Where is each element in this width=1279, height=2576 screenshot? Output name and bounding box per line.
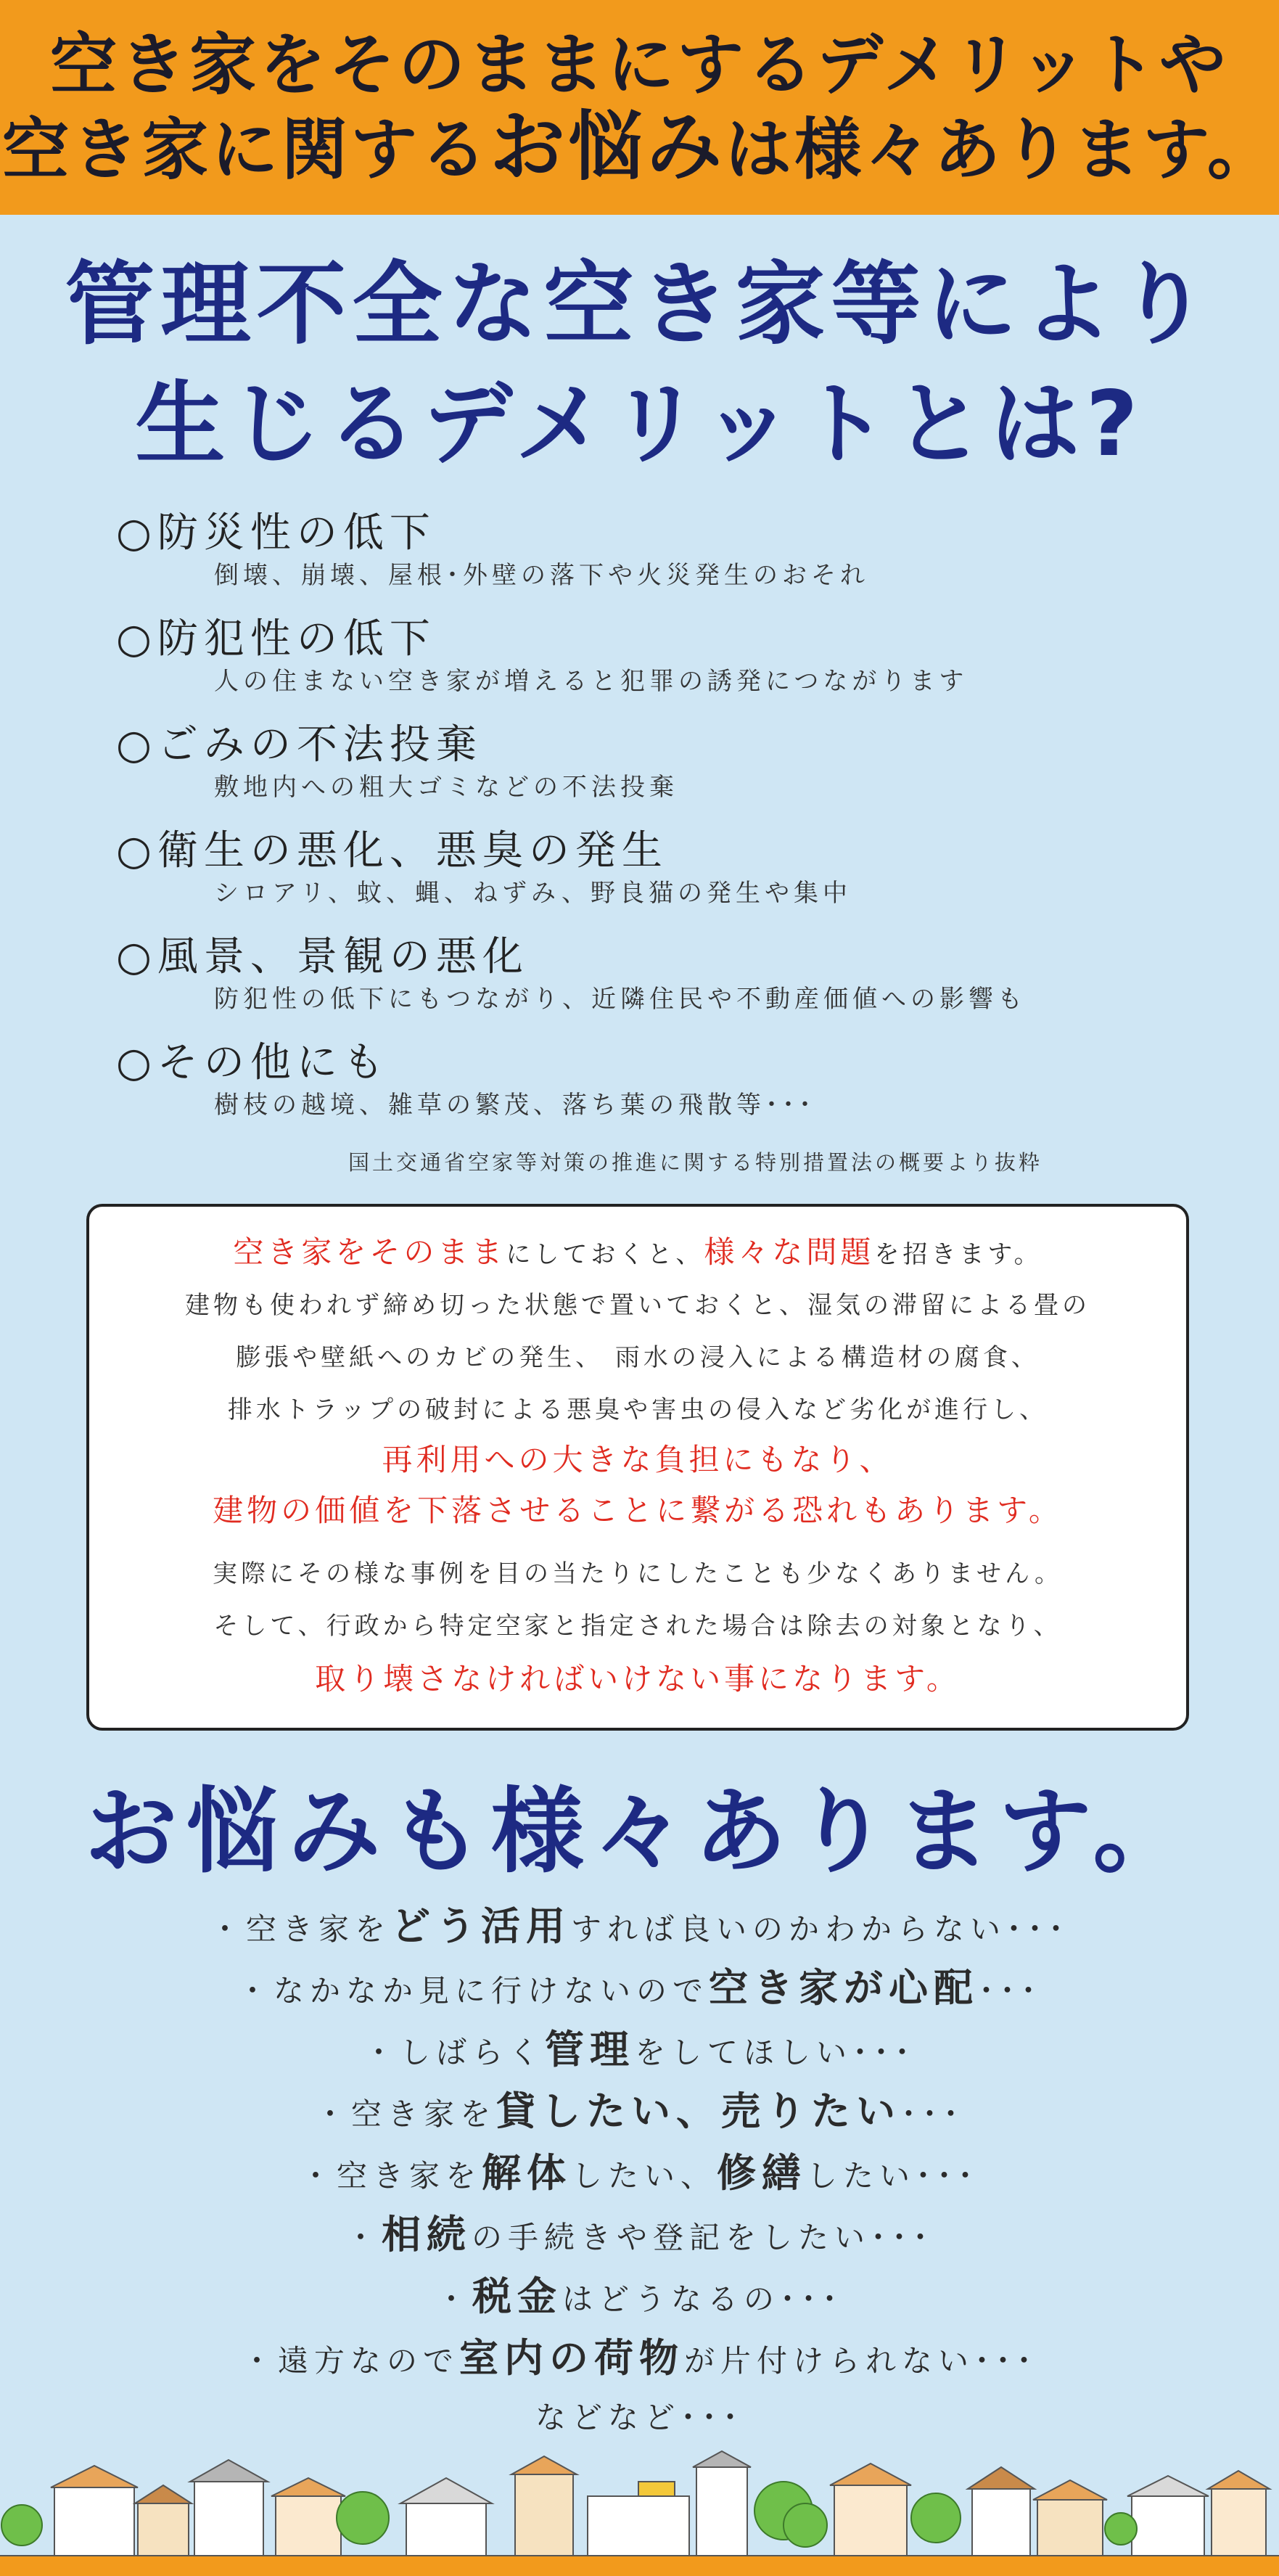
demerit-description: 樹枝の越境、雑草の繁茂、落ち葉の飛散等･･･: [214, 1091, 815, 1120]
worry-item: [0, 2275, 1279, 2321]
notice-line-5: 再利用への大きな負担にもなり、: [382, 1442, 894, 1477]
demerit-item: [116, 720, 1175, 826]
demerit-item: [116, 614, 1175, 720]
demerit-description: 敷地内への粗大ゴミなどの不法投棄: [214, 773, 678, 802]
worry-item: [0, 2028, 1279, 2075]
worry-text: はどうなるの･･･: [562, 2281, 844, 2317]
demerit-item: [116, 1038, 1175, 1144]
worry-text: ・空き家を: [314, 2096, 496, 2132]
demerit-list: [116, 508, 1175, 1144]
worry-text: の手続きや登記をしたい･･･: [472, 2220, 934, 2255]
notice-line-3: 膨張や壁紙へのカビの発生、 雨水の浸入による構造材の腐食、: [236, 1343, 1040, 1372]
worry-emphasis: 空き家が心配: [709, 1965, 979, 2011]
worry-item: [0, 2152, 1279, 2198]
worry-text: ・: [345, 2220, 382, 2255]
worry-text: ・: [435, 2281, 472, 2317]
worry-item: [0, 2090, 1279, 2136]
worry-text: ・しばらく: [363, 2035, 545, 2070]
banner-line-2a: 空き家に関する: [2, 110, 490, 189]
worry-text: ・空き家を: [300, 2158, 482, 2194]
demerit-heading: ○風景、景観の悪化: [116, 933, 529, 980]
notice-text: を招きます。: [874, 1240, 1042, 1269]
demerits-title-line-2: 生じるデメリットとは?: [135, 372, 1144, 477]
demerit-item: [116, 932, 1175, 1038]
worry-emphasis: 貸したい、売りたい: [496, 2088, 901, 2134]
worries-title: お悩みも様々あります。: [84, 1778, 1195, 1886]
worry-emphasis: 室内の荷物: [459, 2335, 684, 2381]
notice-line-9: 取り壊さなければいけない事になります。: [315, 1661, 961, 1697]
notice-line-2: 建物も使われず締め切った状態で置いておくと、湿気の滞留による畳の: [185, 1291, 1090, 1320]
demerits-title-line-1: 管理不全な空き家等により: [65, 253, 1214, 357]
worry-text: ・なかなか見に行けないので: [237, 1973, 709, 2009]
worry-emphasis: どう活用: [391, 1903, 571, 1949]
worry-text: ･･･: [979, 1973, 1042, 2009]
worry-emphasis: 税金: [472, 2273, 562, 2319]
worry-text: ・空き家を: [209, 1911, 391, 1947]
banner-line-2b: お悩み: [490, 102, 725, 191]
worry-text: ･･･: [901, 2096, 965, 2132]
worry-emphasis: 管理: [545, 2027, 635, 2072]
worry-text: ・遠方なので: [241, 2343, 459, 2379]
worry-item: [0, 2213, 1279, 2260]
notice-text: にしておくと、: [506, 1240, 704, 1269]
banner-line-2: [2, 102, 1277, 191]
notice-line-8: そして、行政から特定空家と指定された場合は除去の対象となり、: [213, 1612, 1062, 1641]
demerit-heading: ○防犯性の低下: [116, 615, 436, 663]
demerit-item: [116, 508, 1175, 614]
worry-text: すれば良いのかわからない･･･: [571, 1911, 1070, 1947]
source-note: 国土交通省空家等対策の推進に関する特別措置法の概要より抜粋: [348, 1150, 1043, 1175]
notice-red-text: 空き家をそのまま: [233, 1234, 506, 1270]
notice-red-text: 様々な問題: [704, 1234, 875, 1270]
worry-emphasis: 相続: [382, 2212, 472, 2257]
worry-item: [0, 2337, 1279, 2383]
demerit-description: 倒壊、崩壊、屋根･外壁の落下や火災発生のおそれ: [214, 561, 869, 590]
worry-item: [0, 1966, 1279, 2013]
demerit-heading: ○衛生の悪化、悪臭の発生: [116, 827, 668, 874]
demerit-heading: ○防災性の低下: [116, 509, 436, 557]
top-banner: [0, 0, 1279, 215]
demerit-heading: ○ごみの不法投棄: [116, 721, 482, 768]
worry-text: したい、: [571, 2158, 717, 2194]
notice-line-6: 建物の価値を下落させることに繋がる恐れもあります。: [213, 1493, 1063, 1528]
demerit-heading: ○その他にも: [116, 1039, 390, 1086]
notice-line-1: [89, 1228, 1186, 1272]
demerit-description: シロアリ、蚊、蝿、ねずみ、野良猫の発生や集中: [214, 879, 852, 908]
notice-line-7: 実際にその様な事例を目の当たりにしたことも少なくありません。: [212, 1559, 1064, 1588]
worry-emphasis: 修繕: [717, 2150, 807, 2196]
notice-box: [86, 1204, 1189, 1731]
worry-emphasis: 解体: [481, 2150, 572, 2196]
demerit-description: 防犯性の低下にもつながり、近隣住民や不動産価値への影響も: [214, 985, 1027, 1014]
notice-line-4: 排水トラップの破封による悪臭や害虫の侵入など劣化が進行し、: [227, 1395, 1048, 1424]
banner-line-2c: は様々あります。: [725, 110, 1277, 189]
town-illustration: [0, 2445, 1279, 2576]
banner-line-1: 空き家をそのままにするデメリットや: [50, 25, 1229, 104]
demerit-item: [116, 826, 1175, 932]
worry-text: が片付けられない･･･: [684, 2343, 1038, 2379]
worry-text: したい･･･: [807, 2158, 979, 2194]
demerit-description: 人の住まない空き家が増えると犯罪の誘発につながります: [214, 667, 968, 696]
worry-text: をしてほしい･･･: [635, 2035, 916, 2070]
worry-item: [0, 1905, 1279, 1951]
worry-item-etc: などなど･･･: [535, 2400, 744, 2435]
